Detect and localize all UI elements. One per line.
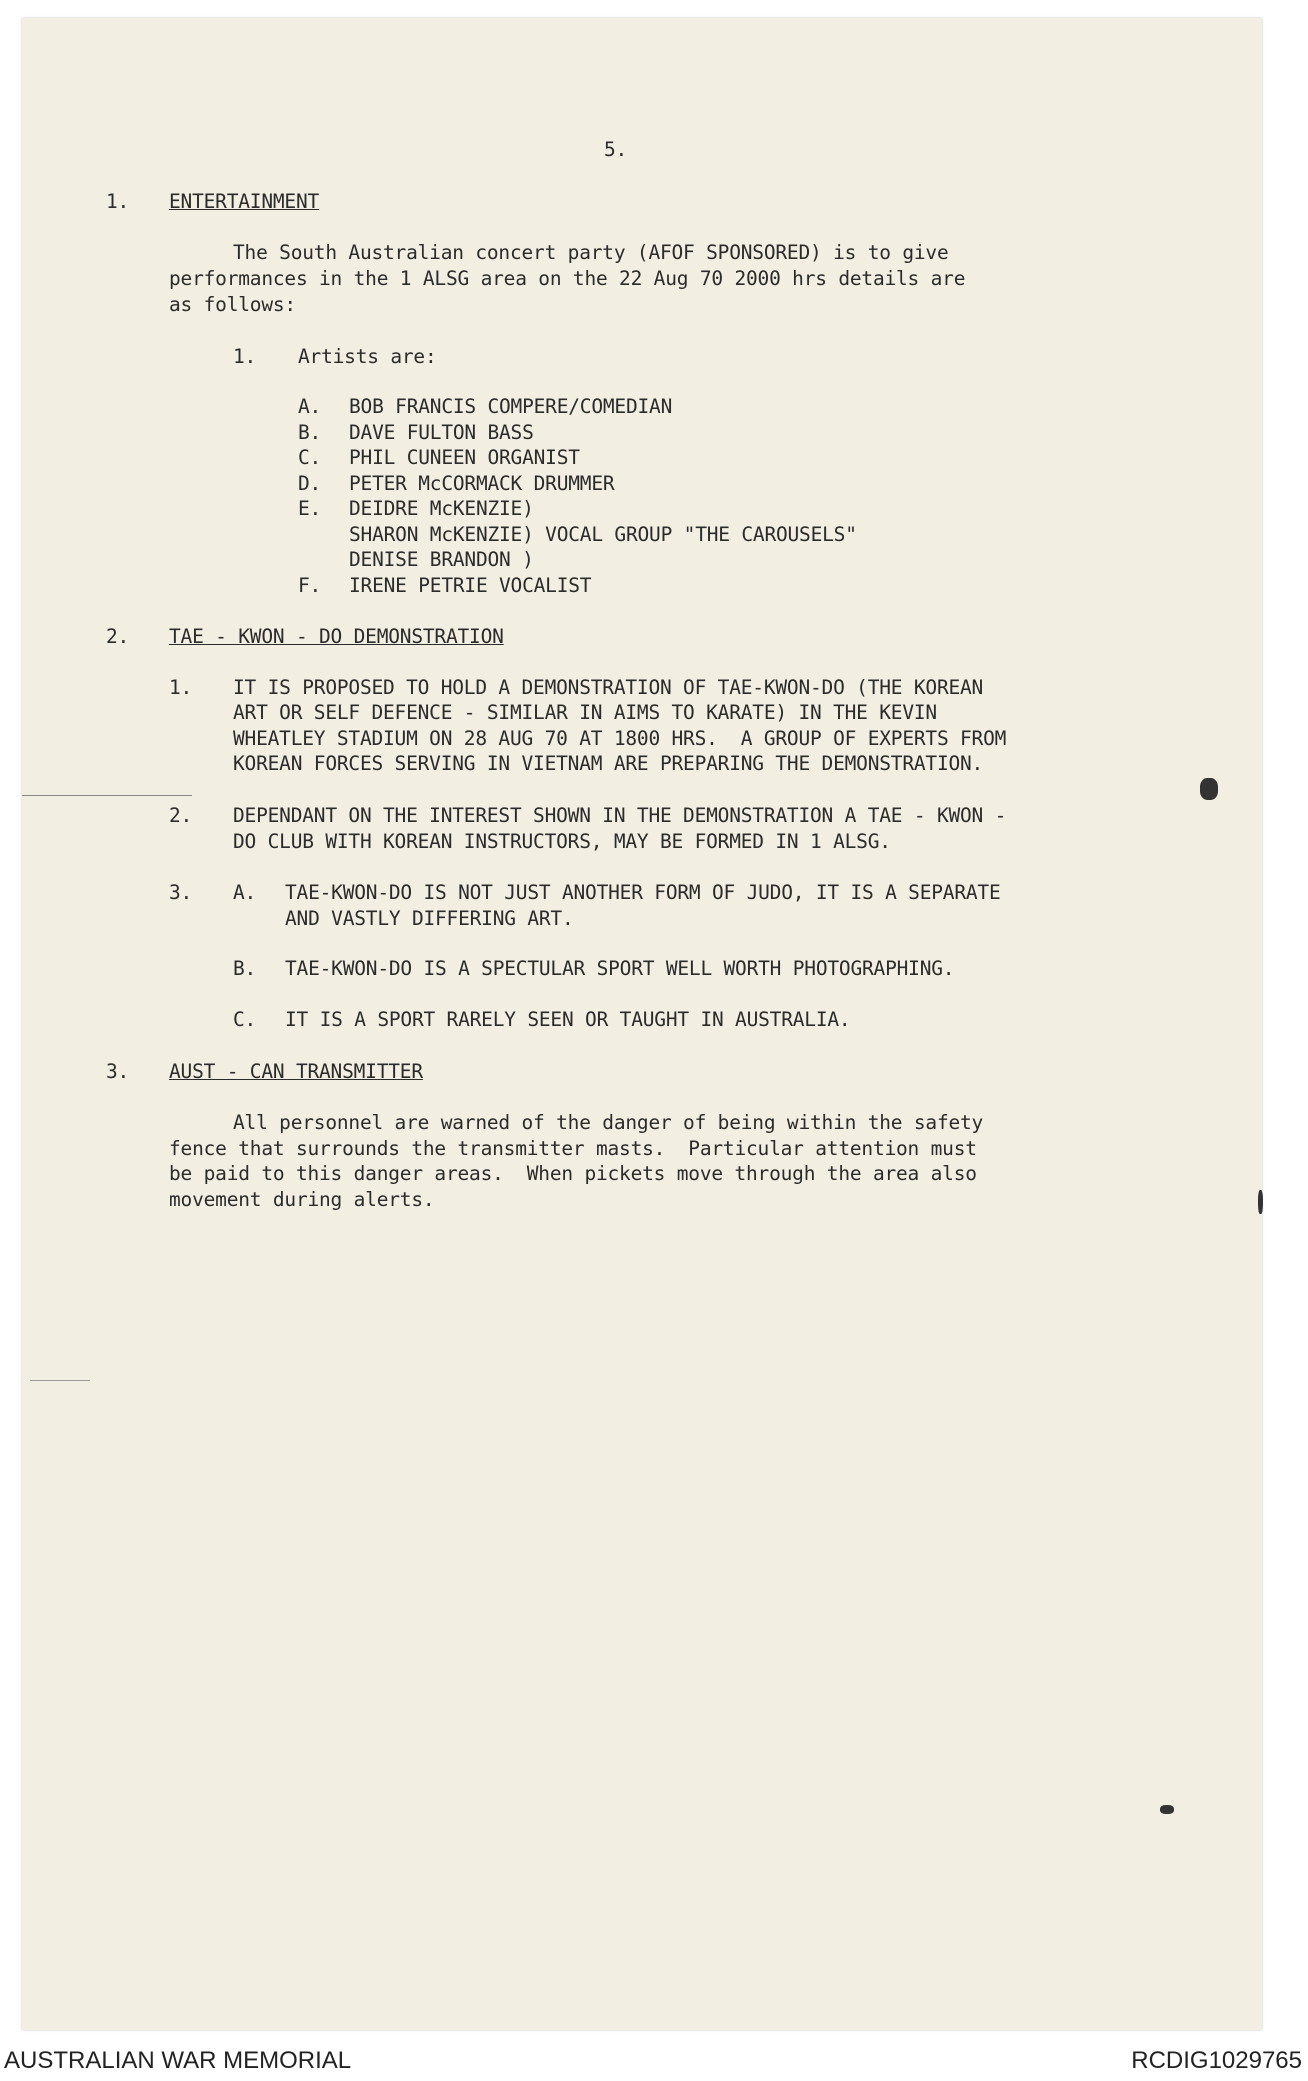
- artist-entry: DAVE FULTON BASS: [349, 421, 534, 444]
- artist-letter: D.: [298, 472, 322, 495]
- paragraph-line: IT IS PROPOSED TO HOLD A DEMONSTRATION OF TAE-KWON-DO (THE KOREAN: [233, 676, 984, 699]
- item-line: TAE-KWON-DO IS A SPECTULAR SPORT WELL WORTH PHOTOGRAPHING.: [285, 957, 955, 980]
- item-line: TAE-KWON-DO IS NOT JUST ANOTHER FORM OF JUDO, IT IS A SEPARATE: [285, 881, 1001, 904]
- section-1-intro-line: as follows:: [169, 293, 296, 316]
- section-1-intro-line: The South Australian concert party (AFOF SPONSORED) is to give: [233, 241, 949, 264]
- artist-entry: PHIL CUNEEN ORGANIST: [349, 446, 580, 469]
- section-3-heading: AUST - CAN TRANSMITTER: [169, 1060, 423, 1083]
- artists-subsection-label: Artists are:: [298, 345, 437, 368]
- artist-letter: A.: [298, 395, 322, 418]
- section-1-heading: ENTERTAINMENT: [169, 190, 320, 213]
- paragraph-line: KOREAN FORCES SERVING IN VIETNAM ARE PREPARING THE DEMONSTRATION.: [233, 752, 984, 775]
- artist-entry: IRENE PETRIE VOCALIST: [349, 574, 592, 597]
- section-3-body-line: be paid to this danger areas. When pickets move through the area also: [169, 1162, 977, 1185]
- paragraph-line: DEPENDANT ON THE INTEREST SHOWN IN THE DEMONSTRATION A TAE - KWON -: [233, 804, 1007, 827]
- item-letter: A.: [233, 881, 257, 904]
- artist-letter: E.: [298, 497, 322, 520]
- fold-crease: [22, 795, 192, 796]
- footer-record-id: RCDIG1029765: [1131, 2047, 1302, 2074]
- item-line: AND VASTLY DIFFERING ART.: [285, 907, 574, 930]
- fold-crease: [30, 1380, 90, 1381]
- section-1-number: 1.: [106, 190, 130, 213]
- item-letter: C.: [233, 1008, 257, 1031]
- artist-letter: F.: [298, 574, 322, 597]
- artist-entry: BOB FRANCIS COMPERE/COMEDIAN: [349, 395, 673, 418]
- artist-entry: SHARON McKENZIE) VOCAL GROUP "THE CAROUSELS": [349, 523, 857, 546]
- section-1-intro-line: performances in the 1 ALSG area on the 22 Aug 70 2000 hrs details are: [169, 267, 966, 290]
- artist-letter: C.: [298, 446, 322, 469]
- paragraph-line: DO CLUB WITH KOREAN INSTRUCTORS, MAY BE FORMED IN 1 ALSG.: [233, 830, 891, 853]
- footer-archive-name: AUSTRALIAN WAR MEMORIAL: [4, 2047, 352, 2074]
- section-3-body-line: fence that surrounds the transmitter masts. Particular attention must: [169, 1137, 977, 1160]
- paragraph-line: ART OR SELF DEFENCE - SIMILAR IN AIMS TO KARATE) IN THE KEVIN: [233, 701, 937, 724]
- section-3-number: 3.: [106, 1060, 130, 1083]
- artist-entry: PETER McCORMACK DRUMMER: [349, 472, 615, 495]
- item-letter: B.: [233, 957, 257, 980]
- artist-entry: DEIDRE McKENZIE): [349, 497, 534, 520]
- artists-subsection-number: 1.: [233, 345, 257, 368]
- paragraph-number: 3.: [169, 881, 193, 904]
- section-3-body-line: All personnel are warned of the danger of being within the safety: [233, 1111, 984, 1134]
- artist-letter: B.: [298, 421, 322, 444]
- section-3-body-line: movement during alerts.: [169, 1188, 435, 1211]
- item-line: IT IS A SPORT RARELY SEEN OR TAUGHT IN AUSTRALIA.: [285, 1008, 851, 1031]
- artist-entry: DENISE BRANDON ): [349, 548, 534, 571]
- paragraph-number: 1.: [169, 676, 193, 699]
- page-number: 5.: [604, 138, 628, 161]
- paragraph-line: WHEATLEY STADIUM ON 28 AUG 70 AT 1800 HRS. A GROUP OF EXPERTS FROM: [233, 727, 1007, 750]
- paragraph-number: 2.: [169, 804, 193, 827]
- section-2-number: 2.: [106, 625, 130, 648]
- section-2-heading: TAE - KWON - DO DEMONSTRATION: [169, 625, 504, 648]
- ink-mark: [1258, 1190, 1263, 1214]
- ink-mark: [1160, 1805, 1174, 1814]
- ink-blot: [1200, 778, 1218, 800]
